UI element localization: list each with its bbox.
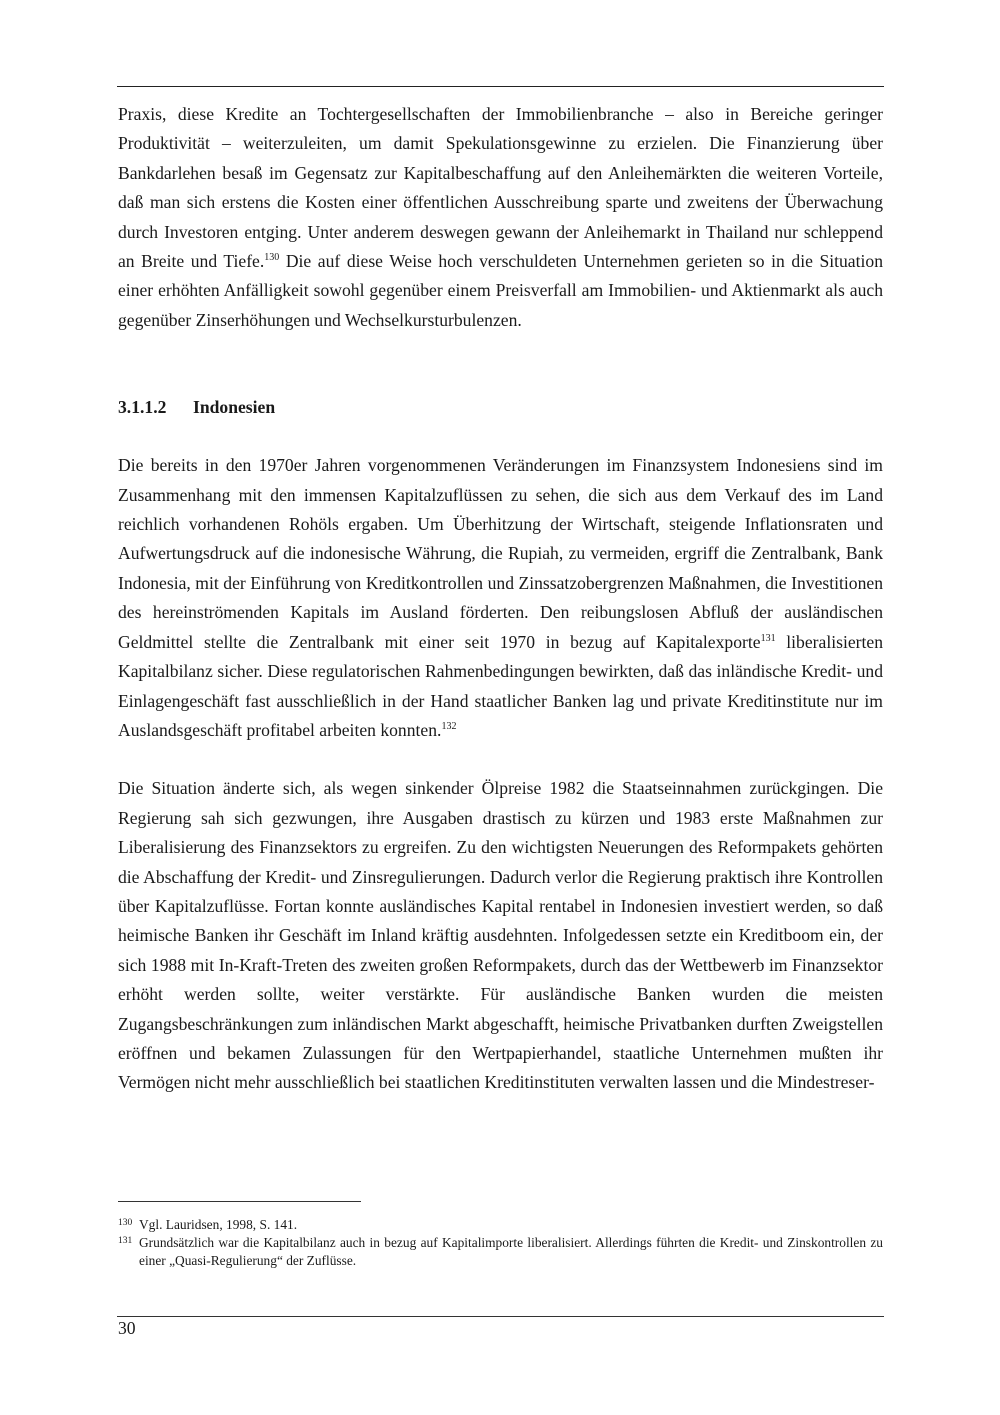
paragraph-3: Die Situation änderte sich, als wegen sinkender Ölpreise 1982 die Staatseinnahmen zurückgingen. Die Regierung sah sich gezwungen, ihre Ausgaben drastisch zu kürzen und 1983 erste Maßnahmen zur Liberalisierung des Finanzsektors zu ergreifen. Zu den wichtigsten Neuerungen des Reformpakets gehörten die Abschaffung der Kredit- und Zinsregulierungen. Dadurch verlor die Regierung praktisch ihre Kontrollen über Kapitalzuflüsse. Fortan konnte ausländisches Kapital rentabel in Indonesien investiert werden, so daß heimische Banken ihr Geschäft im Inland kräftig ausdehnten. Infolgedessen setzte ein Kreditboom ein, der sich 1988 mit In-Kraft-Treten des zweiten großen Reformpakets, durch das der Wettbewerb im Finanzsektor erhöht werden sollte, weiter verstärkte. Für ausländische Banken wurden die meisten Zugangsbeschränkungen zum inländischen Markt abgeschafft, heimische Privatbanken durften Zweigstellen eröffnen und bekamen Zulassungen für den Wertpapierhandel, staatliche Unternehmen mußten ihr Vermögen nicht mehr ausschließlich bei staatlichen Kreditinstituten verwalten lassen und die Mindestreser- [118,778,883,1093]
paragraph-2: Die bereits in den 1970er Jahren vorgenommenen Veränderungen im Finanzsystem Indonesiens sind im Zusammenhang mit den immensen Kapitalzuflüssen zu sehen, die sich aus dem Verkauf des im Land reichlich vorhandenen Rohöls ergaben. Um Überhitzung der Wirtschaft, steigende Inflationsraten und Aufwertungsdruck auf die indonesische Währung, die Rupiah, zu vermeiden, ergriff die Zentralbank, Bank Indonesia, mit der Einführung von Kreditkontrollen und Zinssatzobergrenzen Maßnahmen, die Investitionen des hereinströmenden Kapitals im Ausland förderten. Den reibungslosen Abfluß der ausländischen Geldmittel stellte die Zentralbank mit einer seit 1970 in bezug auf Kapitalexporte$^{131}$ liberalisierten Kapitalbilanz sicher. Diese regulatorischen Rahmenbedingungen bewirkten, daß das inländische Kredit- und Einlagengeschäft fast ausschließlich in der Hand staatlicher Banken lag und private Kreditinstitute nur im Auslandsgeschäft profitabel arbeiten konnten.$^{132}$ [118,455,884,740]
footnotes [118,1216,883,1270]
footnote-separator [118,1201,361,1202]
section-title: Indonesien [193,397,276,418]
footnote-ref-131[interactable]: 131 [760,632,776,644]
footnote-130 [118,1216,883,1234]
paragraph-1: Praxis, diese Kredite an Tochtergesellschaften der Immobilienbranche – also in Bereiche geringer Produktivität – weiterzuleiten, um damit Spekulationsgewinne zu erzielen. Die Finanzierung über Bankdarlehen besaß im Gegensatz zur Kapitalbeschaffung auf den Anleihemärkten die weiteren Vorteile, daß man sich erstens die Kosten einer öffentlichen Ausschreibung sparte und zweitens der Überwachung durch Investoren entging. Unter anderem deswegen gewann der Anleihemarkt in Thailand nur schleppend an Breite und Tiefe.$^{130}$ Die auf diese Weise hoch verschuldeten Unternehmen gerieten so in die Situation einer erhöhten Anfälligkeit sowohl gegenüber einem Preisverfall am Immobilien- und Aktienmarkt als auch gegenüber Zinserhöhungen und Wechselkursturbulenzen. [118,104,883,330]
footnote-ref-132[interactable]: 132 [441,720,457,732]
footnote-text: Vgl. Lauridsen, 1998, S. 141. [139,1217,298,1232]
footnote-ref-130[interactable]: 130 [264,252,280,264]
section-heading [118,393,883,422]
footnote-number: 131 [118,1236,133,1246]
page-body [118,100,883,1098]
section-number: 3.1.1.2 [118,397,167,418]
page-number: 30 [118,1318,136,1338]
header-rule [117,86,884,87]
footer-rule [117,1316,884,1317]
footnote-number: 130 [118,1218,133,1228]
footnote-text: Grundsätzlich war die Kapitalbilanz auch in bezug auf Kapitalimporte liberalisiert. Allerdings führten die Kredit- und Zinskontrollen zu einer „Quasi-Regulierung“ der Zuflüsse. [139,1235,883,1268]
footnote-131 [118,1234,883,1270]
